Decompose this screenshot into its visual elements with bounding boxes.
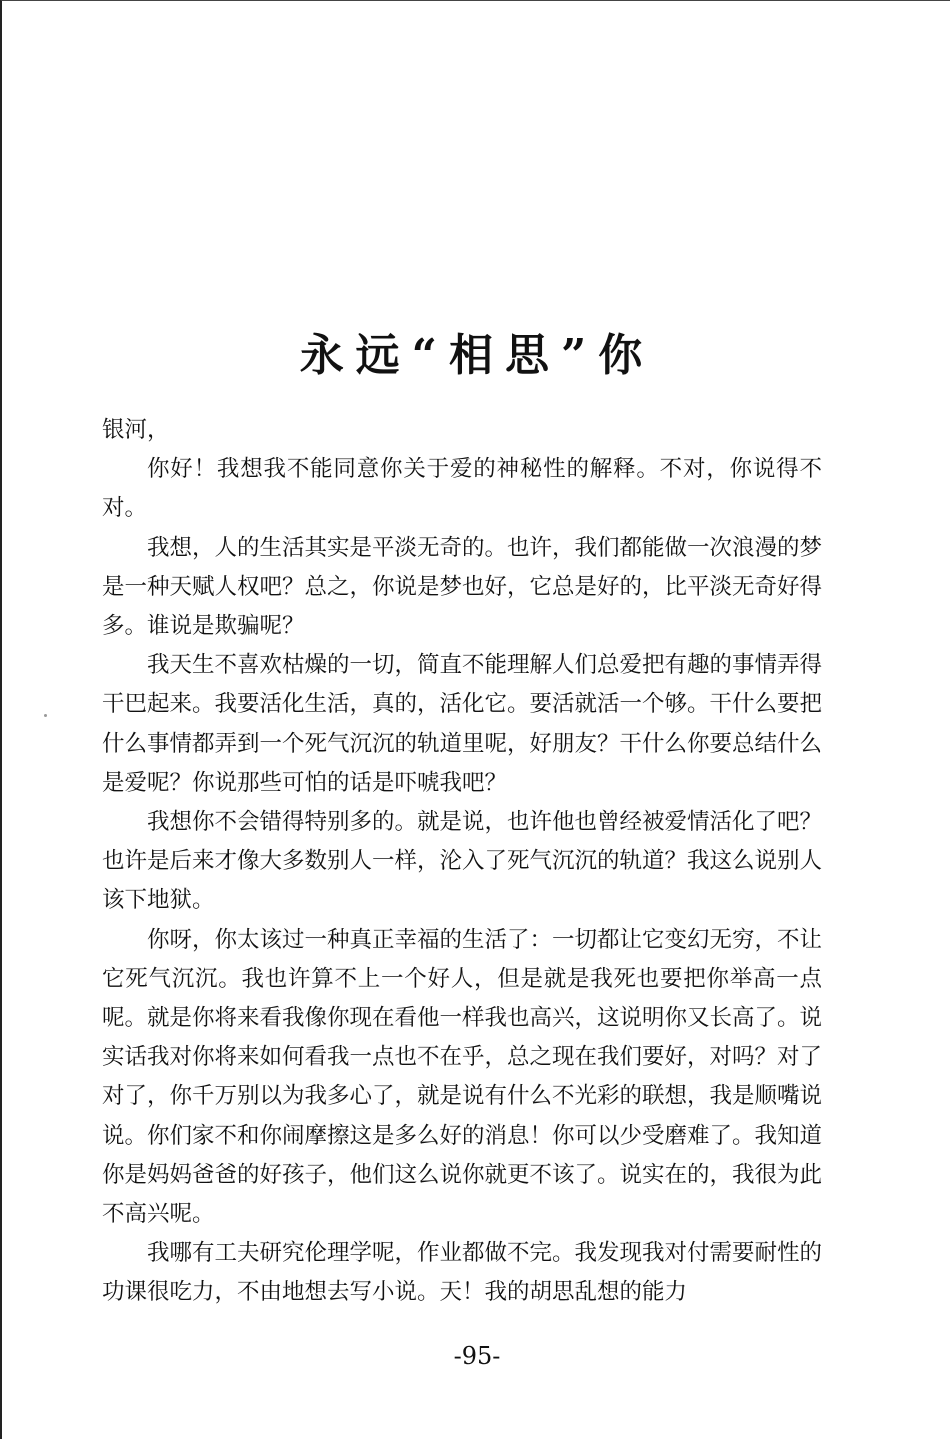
page-number: -95-	[453, 1342, 501, 1370]
paragraph-1: 你好！我想我不能同意你关于爱的神秘性的解释。不对，你说得不对。	[102, 456, 822, 522]
paragraph-5: 你呀，你太该过一种真正幸福的生活了：一切都让它变幻无穷，不让它死气沉沉。我也许算不上一个好人，但是就是我死也要把你举高一点呢。就是你将来看我像你现在看他一样我也高兴，这说明你又长高了。说实话我对你将来如何看我一点也不在乎，总之现在我们要好，对吗？对了对了，你千万别以为我多心了，就是说有什么不光彩的联想，我是顺嘴说说。你们家不和你闹摩擦这是多么好的消息！你可以少受磨难了。我知道你是妈妈爸爸的好孩子，他们这么说你就更不该了。说实在的，我很为此不高兴呢。	[102, 926, 823, 1228]
paragraph-3: 我天生不喜欢枯燥的一切，简直不能理解人们总爱把有趣的事情弄得干巴起来。我要活化生活，真的，活化它。要活就活一个够。干什么要把什么事情都弄到一个死气沉沉的轨道里呢，好朋友？干什么你要总结什么是爱呢？你说那些可怕的话是吓唬我吧？	[102, 652, 823, 796]
paragraph-2: 我想，人的生活其实是平淡无奇的。也许，我们都能做一次浪漫的梦是一种天赋人权吧？总之，你说是梦也好，它总是好的，比平淡无奇好得多。谁说是欺骗呢？	[102, 534, 823, 640]
paragraph-4: 我想你不会错得特别多的。就是说，也许他也曾经被爱情活化了吧？也许是后来才像大多数别人一样，沦入了死气沉沉的轨道？我这么说别人该下地狱。	[102, 809, 823, 914]
chapter-title: 永远“相思”你	[299, 330, 655, 382]
scan-speck	[44, 714, 47, 717]
paragraph-6: 我哪有工夫研究伦理学呢，作业都做不完。我发现我对付需要耐性的功课很吃力，不由地想去写小说。天！我的胡思乱想的能力	[102, 1240, 823, 1306]
letter-greeting: 银河，	[102, 417, 170, 443]
letter-body	[102, 411, 822, 1313]
